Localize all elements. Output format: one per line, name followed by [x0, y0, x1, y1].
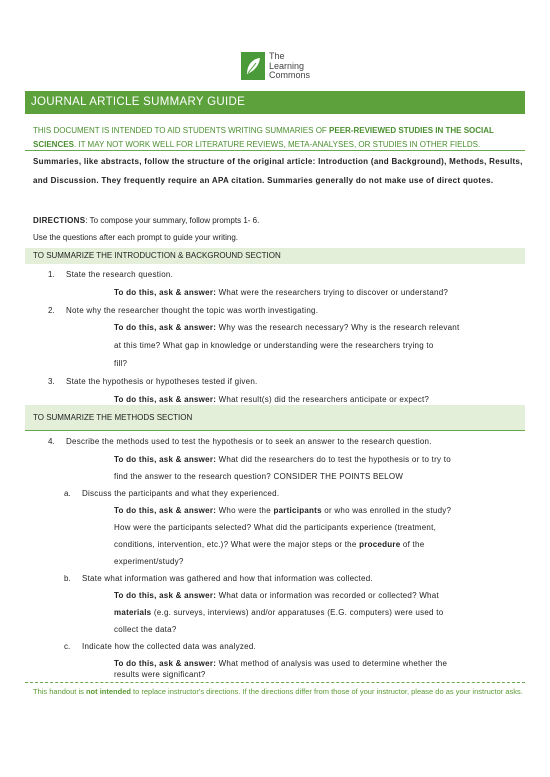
emphasis: procedure: [359, 540, 401, 549]
page-title: JOURNAL ARTICLE SUMMARY GUIDE: [31, 96, 246, 108]
ask-label: To do this, ask & answer:: [114, 455, 217, 464]
ask-label: To do this, ask & answer:: [114, 395, 217, 404]
section-heading-introduction: [25, 248, 525, 264]
item-text: State the research question.: [66, 270, 174, 279]
footer-divider: [25, 682, 525, 683]
subitem-text: State what information was gathered and how that information was collected.: [82, 574, 373, 583]
footer-text-end: to replace instructor's directions. If the directions differ from those of your instructor, please do as your instructor asks.: [130, 687, 523, 696]
ask-answer-line: [114, 287, 448, 299]
footer-text: This handout is: [33, 687, 86, 696]
ask-label: To do this, ask & answer:: [114, 659, 217, 668]
item-number: 1.: [48, 270, 55, 279]
section-title: TO SUMMARIZE THE INTRODUCTION & BACKGROUND SECTION: [33, 251, 281, 260]
ask-text: experiment/study?: [114, 557, 184, 566]
ask-text: conditions, intervention, etc.)? What were the major steps or the: [114, 540, 360, 549]
ask-text: How were the participants selected? What did the participants experience (treatment,: [114, 523, 437, 532]
ask-text: What were the researchers trying to discover or understand?: [216, 288, 449, 297]
intro-text: THIS DOCUMENT IS INTENDED TO AID STUDENTS WRITING SUMMARIES OF: [33, 126, 330, 135]
subitem-letter: c.: [64, 642, 71, 651]
ask-text: results were significant?: [114, 670, 206, 679]
ask-label: To do this, ask & answer:: [114, 288, 217, 297]
leaf-logo-icon: [241, 52, 265, 80]
logo-line-1: The: [269, 51, 285, 61]
footer-note: [33, 684, 528, 699]
ask-text-line: [114, 539, 424, 551]
ask-text: What did the researchers do to test the hypothesis or to try to: [216, 455, 451, 464]
section-title: TO SUMMARIZE THE METHODS SECTION: [33, 413, 193, 422]
logo-line-2: Learning: [269, 60, 305, 71]
emphasis: materials: [114, 608, 152, 617]
ask-answer-line: [114, 505, 451, 517]
title-banner: [25, 91, 525, 114]
subitem-letter: a.: [64, 489, 71, 498]
ask-answer-line: [114, 590, 439, 602]
summary-paragraph: Summaries, like abstracts, follow the structure of the original article: Introduction (and Background), Methods, Results, and Discussion. They frequently require an APA citation. Summaries generally do not make use of direct quotes.: [33, 157, 523, 185]
ask-text-line: [114, 607, 443, 619]
emphasis: participants: [273, 506, 322, 515]
ask-text: of the: [400, 540, 425, 549]
ask-text: at this time? What gap in knowledge or understanding were the researchers trying to: [114, 341, 434, 350]
ask-text: collect the data?: [114, 625, 177, 634]
ask-label: To do this, ask & answer:: [114, 323, 217, 332]
directions-line2: Use the questions after each prompt to guide your writing.: [33, 233, 238, 242]
ask-text: What method of analysis was used to determine whether the: [216, 659, 448, 668]
item-text: Note why the researcher thought the topic was worth investigating.: [66, 306, 319, 315]
subitem-text: Discuss the participants and what they experienced.: [82, 489, 280, 498]
intro-bold: PEER-REVIEWED STUDIES IN THE SOCIAL SCIENCES: [33, 126, 494, 149]
logo-line-3: Commons: [269, 70, 311, 80]
ask-text: What result(s) did the researchers anticipate or expect?: [216, 395, 430, 404]
ask-text: (e.g. surveys, interviews) and/or apparatuses (E.G. computers) were used to: [151, 608, 444, 617]
directions-text: : To compose your summary, follow prompts 1- 6.: [85, 216, 260, 225]
divider: [25, 150, 525, 151]
ask-label: To do this, ask & answer:: [114, 591, 217, 600]
ask-answer-line: [114, 454, 451, 466]
ask-text: fill?: [114, 359, 128, 368]
item-number: 3.: [48, 377, 55, 386]
ask-text: find the answer to the research question? CONSIDER THE POINTS BELOW: [114, 472, 404, 481]
directions-label: DIRECTIONS: [33, 216, 86, 225]
ask-answer-line: [114, 322, 459, 334]
footer-bold: not intended: [85, 687, 131, 696]
item-text: State the hypothesis or hypotheses tested if given.: [66, 377, 258, 386]
item-text: Describe the methods used to test the hypothesis or to seek an answer to the research question.: [66, 437, 432, 446]
subitem-letter: b.: [64, 574, 71, 583]
subitem-text: Indicate how the collected data was analyzed.: [82, 642, 257, 651]
ask-text: Who were the: [216, 506, 274, 515]
learning-commons-logo: [241, 52, 310, 81]
intro-text-end: . IT MAY NOT WORK WELL FOR LITERATURE REVIEWS, META-ANALYSES, OR STUDIES IN OTHER FIELDS.: [73, 140, 481, 149]
item-number: 4.: [48, 437, 55, 446]
ask-text: or who was enrolled in the study?: [321, 506, 452, 515]
intro-note: [33, 124, 523, 152]
ask-text: What data or information was recorded or collected? What: [216, 591, 439, 600]
ask-text: Why was the research necessary? Why is the research relevant: [216, 323, 460, 332]
section-heading-methods: [25, 405, 525, 431]
item-number: 2.: [48, 306, 55, 315]
logo-text: [269, 52, 310, 81]
ask-label: To do this, ask & answer:: [114, 506, 217, 515]
